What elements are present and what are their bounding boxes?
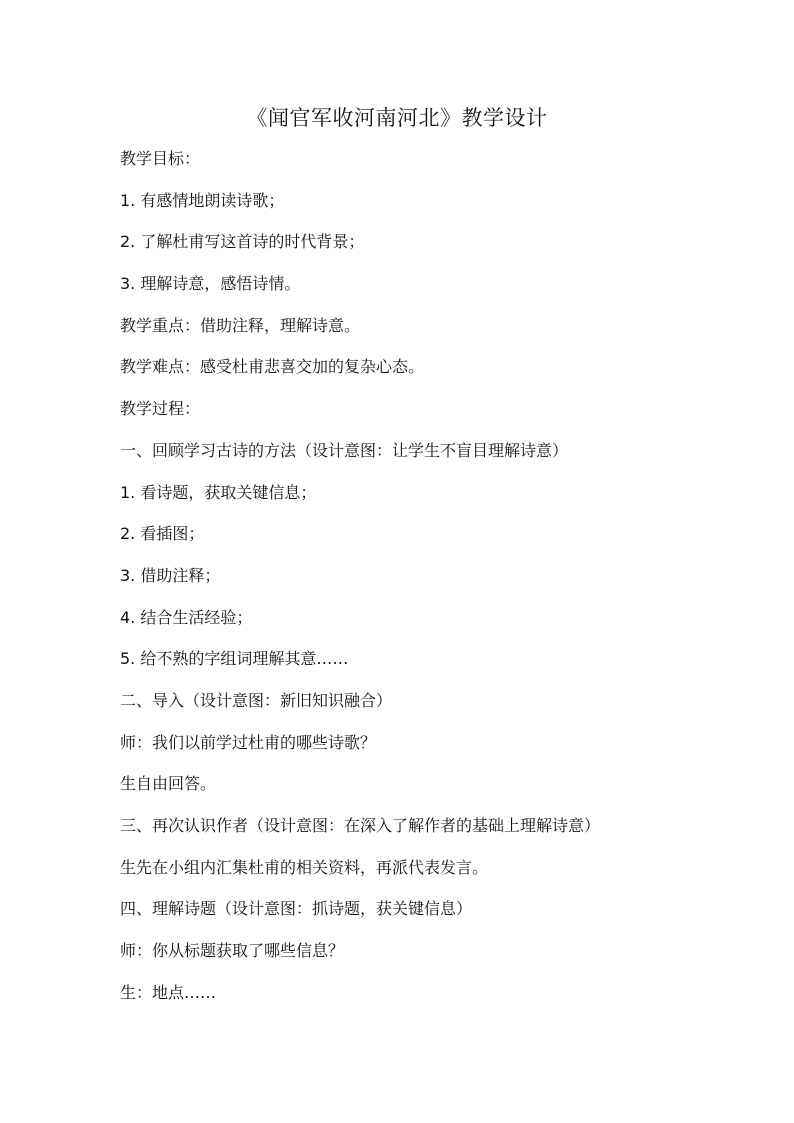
difficulty-line: 教学难点：感受杜甫悲喜交加的复杂心态。 — [120, 357, 425, 377]
objective-item-3: 3. 理解诗意，感悟诗情。 — [120, 274, 301, 294]
step-heading-2: 二、导入（设计意图：新旧知识融合） — [120, 690, 393, 710]
method-item-2: 2. 看插图； — [120, 524, 205, 544]
teacher-question-2: 师：你从标题获取了哪些信息？ — [120, 941, 345, 961]
objective-item-2: 2. 了解杜甫写这首诗的时代背景； — [120, 232, 365, 252]
student-response-1: 生自由回答。 — [120, 774, 217, 794]
section-heading-objectives: 教学目标： — [120, 149, 201, 168]
step-heading-3: 三、再次认识作者（设计意图：在深入了解作者的基础上理解诗意） — [120, 816, 601, 835]
step-heading-1: 一、回顾学习古诗的方法（设计意图：让学生不盲目理解诗意） — [120, 440, 569, 460]
student-response-2: 生：地点…… — [120, 982, 217, 1002]
method-item-3: 3. 借助注释； — [120, 565, 221, 585]
section-heading-process: 教学过程： — [120, 399, 201, 419]
step-heading-4: 四、理解诗题（设计意图：抓诗题，获关键信息） — [120, 899, 473, 919]
method-item-5: 5. 给不熟的字组词理解其意…… — [120, 649, 349, 669]
student-activity-line: 生先在小组内汇集杜甫的相关资料，再派代表发言。 — [120, 857, 489, 877]
document-title: 《闻官军收河南河北》教学设计 — [246, 106, 548, 130]
document-body — [120, 144, 700, 1019]
teacher-question-1: 师：我们以前学过杜甫的哪些诗歌？ — [120, 732, 377, 752]
method-item-4: 4. 结合生活经验； — [120, 607, 253, 627]
objective-item-1: 1. 有感情地朗读诗歌； — [120, 190, 285, 210]
key-point-line: 教学重点：借助注释，理解诗意。 — [120, 315, 361, 335]
method-item-1: 1. 看诗题，获取关键信息； — [120, 482, 317, 502]
